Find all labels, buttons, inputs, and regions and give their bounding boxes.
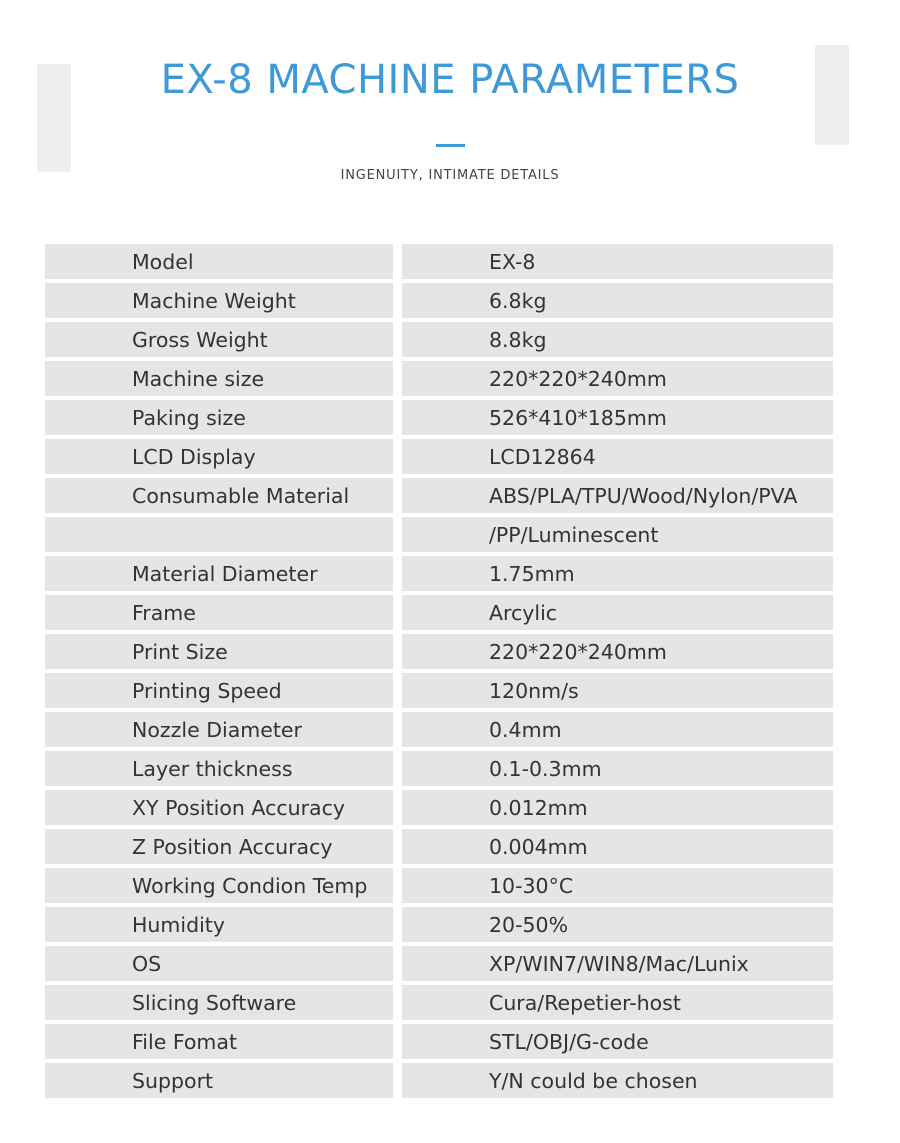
parameter-value: 6.8kg [402,283,833,318]
parameter-label: Model [45,244,393,279]
table-row [45,322,833,357]
table-row [45,790,833,825]
table-row [45,400,833,435]
table-row [45,985,833,1020]
parameter-value: ABS/PLA/TPU/Wood/Nylon/PVA [402,478,833,513]
parameter-value: 0.012mm [402,790,833,825]
parameter-label: Slicing Software [45,985,393,1020]
parameter-label: Machine size [45,361,393,396]
parameter-label: XY Position Accuracy [45,790,393,825]
parameter-value: 220*220*240mm [402,634,833,669]
parameters-table [45,244,833,1102]
parameter-label: Paking size [45,400,393,435]
page-subtitle: INGENUITY, INTIMATE DETAILS [340,168,560,183]
parameter-label: Z Position Accuracy [45,829,393,864]
parameter-value: 0.4mm [402,712,833,747]
table-row [45,907,833,942]
table-row [45,946,833,981]
table-row [45,829,833,864]
parameter-value: 8.8kg [402,322,833,357]
parameter-label: Gross Weight [45,322,393,357]
parameter-label: File Fomat [45,1024,393,1059]
parameter-label: Layer thickness [45,751,393,786]
table-row [45,751,833,786]
parameter-label: Nozzle Diameter [45,712,393,747]
table-row [45,712,833,747]
parameter-label: Material Diameter [45,556,393,591]
parameter-value: XP/WIN7/WIN8/Mac/Lunix [402,946,833,981]
parameter-value: 526*410*185mm [402,400,833,435]
parameter-value: LCD12864 [402,439,833,474]
parameter-label: Support [45,1063,393,1098]
table-row [45,439,833,474]
parameter-value: /PP/Luminescent [402,517,833,552]
parameter-value: 20-50% [402,907,833,942]
parameter-label: OS [45,946,393,981]
parameter-value: 0.1-0.3mm [402,751,833,786]
parameter-label: Print Size [45,634,393,669]
parameter-value: 1.75mm [402,556,833,591]
parameter-label: Consumable Material [45,478,393,513]
table-row [45,868,833,903]
parameter-label: Humidity [45,907,393,942]
parameter-value: 0.004mm [402,829,833,864]
parameter-label [45,517,393,552]
table-row [45,673,833,708]
parameter-value: EX-8 [402,244,833,279]
parameter-label: Printing Speed [45,673,393,708]
page-title: EX-8 MACHINE PARAMETERS [160,57,740,103]
parameter-value: STL/OBJ/G-code [402,1024,833,1059]
table-row [45,634,833,669]
parameter-label: Working Condion Temp [45,868,393,903]
table-row [45,478,833,513]
table-row [45,361,833,396]
parameter-value: 220*220*240mm [402,361,833,396]
title-accent-divider [436,144,465,147]
table-row [45,244,833,279]
table-row [45,1063,833,1098]
parameter-label: Frame [45,595,393,630]
table-row [45,517,833,552]
table-row [45,556,833,591]
table-row [45,595,833,630]
parameter-value: Y/N could be chosen [402,1063,833,1098]
parameter-value: 120nm/s [402,673,833,708]
table-row [45,283,833,318]
parameter-value: Arcylic [402,595,833,630]
table-row [45,1024,833,1059]
parameter-label: LCD Display [45,439,393,474]
parameter-value: Cura/Repetier-host [402,985,833,1020]
parameter-value: 10-30°C [402,868,833,903]
parameter-label: Machine Weight [45,283,393,318]
